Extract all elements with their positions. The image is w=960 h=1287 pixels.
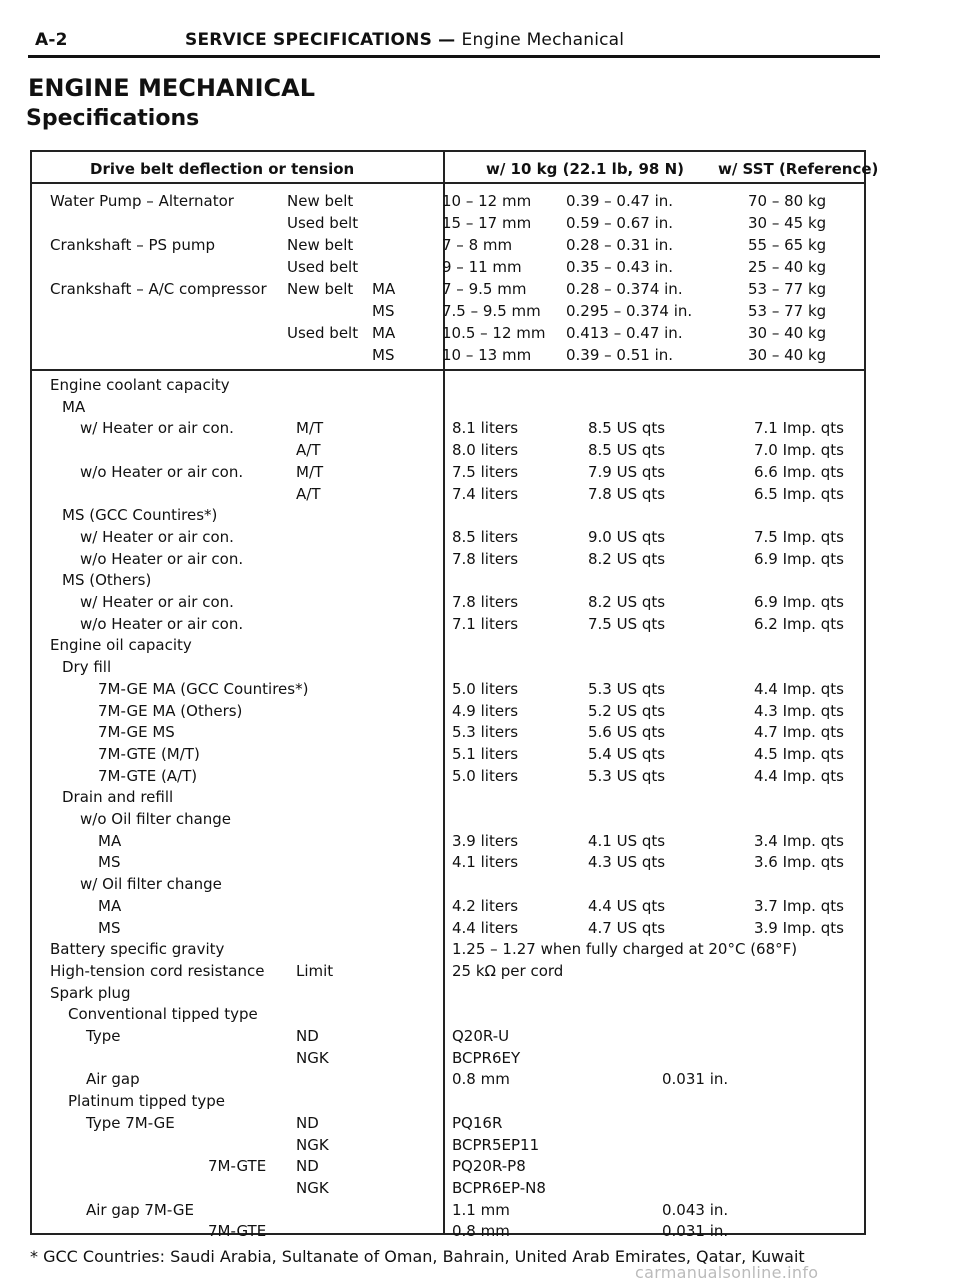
spec-qualifier: NGK bbox=[296, 1135, 329, 1154]
spec-value-imp: 6.9 Imp. qts bbox=[754, 549, 844, 568]
belt-deflection-mm: 7 – 8 mm bbox=[442, 236, 513, 254]
belt-tension: 55 – 65 kg bbox=[748, 236, 827, 254]
spec-value-us: 5.2 US qts bbox=[588, 701, 666, 720]
spec-value: PQ16R bbox=[452, 1113, 503, 1132]
spec-value-imp: 7.5 Imp. qts bbox=[754, 527, 844, 546]
belt-market: MS bbox=[372, 346, 395, 364]
spec-qualifier: ND bbox=[296, 1027, 319, 1045]
spec-value: PQ20R-P8 bbox=[452, 1157, 526, 1176]
spec-value-us: 5.6 US qts bbox=[588, 723, 666, 742]
belt-market: MA bbox=[372, 324, 396, 342]
spec-value-imp: 3.4 Imp. qts bbox=[754, 831, 844, 850]
belt-deflection-in: 0.35 – 0.43 in. bbox=[566, 258, 674, 276]
spec-item: MA bbox=[98, 896, 122, 915]
belt-location: Water Pump – Alternator bbox=[50, 192, 234, 210]
spec-value-us: 0.031 in. bbox=[662, 1222, 729, 1241]
spec-qualifier: M/T bbox=[296, 419, 324, 438]
belt-deflection-mm: 10 – 12 mm bbox=[442, 192, 532, 210]
spec-value-us: 7.5 US qts bbox=[588, 614, 666, 633]
spec-value: 5.3 liters bbox=[452, 723, 519, 742]
spec-value-us: 4.3 US qts bbox=[588, 853, 666, 872]
spec-value-imp: 6.5 Imp. qts bbox=[754, 484, 844, 503]
spec-value-us: 7.8 US qts bbox=[588, 484, 666, 503]
spec-value: 7.4 liters bbox=[452, 484, 519, 503]
spec-value-imp: 6.2 Imp. qts bbox=[754, 614, 844, 633]
belt-condition: New belt bbox=[287, 192, 354, 210]
spec-value: BCPR6EY bbox=[452, 1048, 521, 1067]
spec-item: w/o Heater or air con. bbox=[80, 462, 244, 481]
belt-market: MA bbox=[372, 280, 396, 298]
spec-value: 4.1 liters bbox=[452, 853, 519, 872]
spec-value-us: 5.4 US qts bbox=[588, 744, 666, 763]
spec-value: 1.25 – 1.27 when fully charged at 20°C (68°F) bbox=[452, 940, 798, 959]
header-rule bbox=[28, 55, 880, 58]
belt-tension: 30 – 40 kg bbox=[748, 346, 827, 364]
spec-qualifier: A/T bbox=[296, 484, 321, 503]
spec-item: w/ Heater or air con. bbox=[80, 527, 234, 546]
watermark: carmanualsonline.info bbox=[635, 1263, 819, 1282]
spec-item: 7M-GE MA (Others) bbox=[98, 701, 243, 720]
spec-qualifier: ND bbox=[296, 1157, 319, 1176]
spec-value-imp: 3.9 Imp. qts bbox=[754, 918, 844, 937]
belt-deflection-mm: 10 – 13 mm bbox=[442, 346, 532, 364]
spec-value-imp: 4.4 Imp. qts bbox=[754, 679, 844, 698]
header-spec: w/ 10 kg (22.1 lb, 98 N) bbox=[486, 160, 684, 178]
belt-condition: Used belt bbox=[287, 258, 359, 276]
spec-item: Dry fill bbox=[62, 658, 112, 677]
spec-item: w/ Oil filter change bbox=[80, 875, 222, 894]
spec-qualifier: NGK bbox=[296, 1048, 329, 1067]
belt-location: Crankshaft – PS pump bbox=[50, 236, 215, 254]
belt-deflection-in: 0.413 – 0.47 in. bbox=[566, 324, 683, 342]
spec-value: 25 kΩ per cord bbox=[452, 961, 564, 980]
belt-condition: Used belt bbox=[287, 324, 359, 342]
spec-value-imp: 7.0 Imp. qts bbox=[754, 441, 844, 460]
spec-value-us: 4.7 US qts bbox=[588, 918, 666, 937]
spec-qualifier: Limit bbox=[296, 961, 334, 980]
spec-value-us: 5.3 US qts bbox=[588, 766, 666, 785]
header-divider bbox=[32, 182, 864, 184]
spec-item: w/o Oil filter change bbox=[80, 810, 232, 828]
spec-value-imp: 4.4 Imp. qts bbox=[754, 766, 844, 785]
spec-value: 3.9 liters bbox=[452, 831, 519, 850]
belt-deflection-mm: 9 – 11 mm bbox=[442, 258, 522, 276]
spec-value-us: 7.9 US qts bbox=[588, 462, 666, 481]
spec-item: w/o Heater or air con. bbox=[80, 549, 244, 568]
spec-table bbox=[30, 150, 879, 1241]
belt-deflection-in: 0.59 – 0.67 in. bbox=[566, 214, 674, 232]
spec-value-us: 5.3 US qts bbox=[588, 679, 666, 698]
spec-value: 4.2 liters bbox=[452, 896, 519, 915]
spec-value: 7.8 liters bbox=[452, 593, 519, 611]
spec-item: MS (GCC Countires*) bbox=[62, 506, 218, 525]
spec-value-imp: 6.9 Imp. qts bbox=[754, 593, 844, 611]
spec-value-imp: 4.3 Imp. qts bbox=[754, 701, 844, 720]
belt-tension: 30 – 40 kg bbox=[748, 324, 827, 342]
spec-item: MS (Others) bbox=[62, 571, 152, 590]
spec-item: Drain and refill bbox=[62, 788, 174, 807]
spec-item: 7M-GTE bbox=[208, 1157, 267, 1176]
belt-condition: New belt bbox=[287, 236, 354, 254]
spec-item: Platinum tipped type bbox=[68, 1092, 225, 1111]
spec-item: Air gap bbox=[86, 1070, 140, 1089]
spec-value: 0.8 mm bbox=[452, 1070, 510, 1089]
page-title: ENGINE MECHANICAL bbox=[28, 74, 315, 102]
spec-value-us: 8.5 US qts bbox=[588, 419, 666, 438]
belt-deflection-mm: 10.5 – 12 mm bbox=[442, 324, 546, 342]
section-title: SERVICE SPECIFICATIONS — Engine Mechanical bbox=[185, 30, 625, 50]
spec-item: High-tension cord resistance bbox=[50, 961, 265, 980]
belt-tension: 70 – 80 kg bbox=[748, 192, 827, 210]
spec-item: Engine oil capacity bbox=[50, 636, 192, 655]
header-item: Drive belt deflection or tension bbox=[90, 160, 355, 178]
spec-item: 7M-GTE bbox=[208, 1222, 267, 1241]
belt-location: Crankshaft – A/C compressor bbox=[50, 280, 267, 298]
spec-value-us: 8.2 US qts bbox=[588, 593, 666, 611]
page-subtitle: Specifications bbox=[26, 106, 200, 131]
belt-condition: New belt bbox=[287, 280, 354, 298]
spec-value-imp: 3.7 Imp. qts bbox=[754, 896, 844, 915]
spec-item: w/o Heater or air con. bbox=[80, 614, 244, 633]
spec-qualifier: ND bbox=[296, 1113, 319, 1132]
spec-item: Battery specific gravity bbox=[50, 940, 225, 959]
spec-value-imp: 4.5 Imp. qts bbox=[754, 744, 844, 763]
spec-value: 5.0 liters bbox=[452, 766, 519, 785]
spec-value: 5.1 liters bbox=[452, 744, 519, 763]
spec-item: MA bbox=[62, 397, 86, 416]
spec-item: MS bbox=[98, 918, 121, 937]
spec-item: 7M-GE MS bbox=[98, 723, 175, 742]
belt-deflection-in: 0.28 – 0.374 in. bbox=[566, 280, 683, 298]
header-reference: w/ SST (Reference) bbox=[718, 160, 879, 178]
spec-value-us: 9.0 US qts bbox=[588, 527, 666, 546]
spec-item: 7M-GTE (A/T) bbox=[98, 766, 198, 785]
spec-item: Engine coolant capacity bbox=[50, 376, 230, 394]
spec-item: 7M-GTE (M/T) bbox=[98, 744, 200, 763]
spec-value-imp: 7.1 Imp. qts bbox=[754, 419, 844, 438]
spec-value: 7.5 liters bbox=[452, 462, 519, 481]
spec-item: 7M-GE MA (GCC Countires*) bbox=[98, 679, 309, 698]
belt-tension: 30 – 45 kg bbox=[748, 214, 827, 232]
spec-item: w/ Heater or air con. bbox=[80, 593, 234, 611]
belt-deflection-mm: 7.5 – 9.5 mm bbox=[442, 302, 541, 320]
spec-qualifier: A/T bbox=[296, 441, 321, 460]
subsection-title: Engine Mechanical bbox=[461, 30, 625, 50]
page-number: A-2 bbox=[35, 30, 68, 50]
spec-value: BCPR6EP-N8 bbox=[452, 1178, 546, 1197]
belt-deflection-in: 0.295 – 0.374 in. bbox=[566, 302, 693, 320]
spec-value: 7.1 liters bbox=[452, 614, 519, 633]
spec-value-us: 4.4 US qts bbox=[588, 896, 666, 915]
spec-value: Q20R-U bbox=[452, 1027, 510, 1045]
belt-tension: 25 – 40 kg bbox=[748, 258, 827, 276]
spec-value-us: 8.5 US qts bbox=[588, 441, 666, 460]
spec-qualifier: M/T bbox=[296, 462, 324, 481]
spec-value: 7.8 liters bbox=[452, 549, 519, 568]
spec-value: 4.4 liters bbox=[452, 918, 519, 937]
spec-item: Air gap 7M-GE bbox=[86, 1200, 194, 1219]
belt-tension: 53 – 77 kg bbox=[748, 302, 827, 320]
belt-deflection-mm: 7 – 9.5 mm bbox=[442, 280, 527, 298]
spec-value: 4.9 liters bbox=[452, 701, 519, 720]
spec-value-us: 0.031 in. bbox=[662, 1070, 729, 1089]
footnote: * GCC Countries: Saudi Arabia, Sultanate of Oman, Bahrain, United Arab Emirates, Qatar, Kuwait bbox=[30, 1247, 805, 1266]
spec-value-imp: 4.7 Imp. qts bbox=[754, 723, 844, 742]
spec-value-imp: 3.6 Imp. qts bbox=[754, 853, 844, 872]
spec-value: 8.5 liters bbox=[452, 527, 519, 546]
spec-value-us: 0.043 in. bbox=[662, 1200, 729, 1219]
spec-value: 8.1 liters bbox=[452, 419, 519, 438]
spec-item: w/ Heater or air con. bbox=[80, 419, 234, 438]
spec-value: 5.0 liters bbox=[452, 679, 519, 698]
spec-value-imp: 6.6 Imp. qts bbox=[754, 462, 844, 481]
spec-value: 8.0 liters bbox=[452, 441, 519, 460]
belt-condition: Used belt bbox=[287, 214, 359, 232]
spec-value-us: 4.1 US qts bbox=[588, 831, 666, 850]
belt-deflection-in: 0.39 – 0.47 in. bbox=[566, 192, 674, 210]
belt-deflection-in: 0.28 – 0.31 in. bbox=[566, 236, 674, 254]
section-divider bbox=[32, 369, 864, 371]
spec-value-us: 8.2 US qts bbox=[588, 549, 666, 568]
spec-item: MA bbox=[98, 831, 122, 850]
spec-item: Type 7M-GE bbox=[86, 1113, 175, 1132]
belt-market: MS bbox=[372, 302, 395, 320]
spec-value: 0.8 mm bbox=[452, 1222, 510, 1241]
belt-deflection-in: 0.39 – 0.51 in. bbox=[566, 346, 674, 364]
spec-qualifier: NGK bbox=[296, 1178, 329, 1197]
page-header bbox=[35, 30, 625, 50]
spec-item: MS bbox=[98, 853, 121, 872]
spec-value: 1.1 mm bbox=[452, 1200, 510, 1219]
spec-item: Spark plug bbox=[50, 983, 131, 1002]
belt-tension: 53 – 77 kg bbox=[748, 280, 827, 298]
spec-item: Conventional tipped type bbox=[68, 1005, 258, 1024]
belt-deflection-mm: 15 – 17 mm bbox=[442, 214, 532, 232]
spec-item: Type bbox=[86, 1027, 121, 1045]
spec-value: BCPR5EP11 bbox=[452, 1135, 540, 1154]
